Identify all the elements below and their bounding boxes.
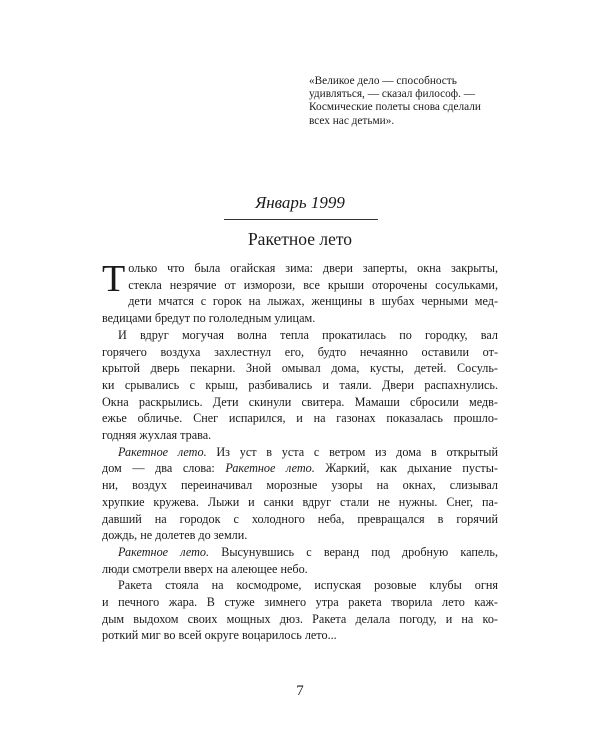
chapter-date: Январь 1999 [255,193,345,212]
text-line: ни, воздух переиначивал морозные узоры на окнах, слизывал [102,478,498,493]
text-line: дождь, не долетев до земли. [102,528,248,543]
text-line: крытой дверь пекарни. Зной омывал дома, кусты, детей. Сосуль- [102,361,498,376]
epigraph-line: всех нас детьми». [309,114,395,127]
text-line: дым выдохом своих мощных дюз. Ракета делала погоду, и на ко- [102,611,498,626]
text-fragment: Жаркий, как дыхание пусты- [314,461,498,476]
epigraph-line: «Великое дело — способность [309,75,457,87]
emphasis-phrase: Ракетное лето. [225,461,315,476]
body-text [102,260,498,644]
text-line: ежье обличье. Снег испарился, и на газонах показалась прошло- [102,411,498,426]
text-line: олько что была огайская зима: двери заперты, окна закрыты, [128,261,498,275]
text-line: ведицами бредут по гололедным улицам. [102,311,316,326]
text-line: И вдруг могучая волна тепла прокатилась по городку, вал [118,327,498,342]
text-line: и печного жара. В стуже зимнего утра ракета творила лето каж- [102,595,498,610]
paragraph-3 [102,444,498,544]
epigraph [309,75,499,128]
text-line: дети мчатся с горок на лыжах, женщины в шубах черными мед- [128,294,498,309]
text-line: Ракета стояла на космодроме, испуская розовые клубы огня [118,578,498,593]
page-number: 7 [296,683,304,699]
text-line: люди смотрели вверх на алеющее небо. [102,561,308,576]
paragraph-1 [102,260,498,327]
text-line [102,460,498,477]
text-line: ки срывались с крыш, разбивались и таяли. Двери распахнулись. [102,377,498,392]
emphasis-phrase: Ракетное лето. [118,544,210,559]
drop-cap: Т [102,258,126,300]
paragraph-4 [102,544,498,577]
text-line: давший на городок с холодного неба, превращался в горячий [102,511,498,526]
text-fragment: дом — два слова: [102,461,226,476]
chapter-divider [224,219,378,220]
paragraph-5 [102,577,498,644]
text-line [102,444,498,461]
text-fragment: Из уст в уста с ветром из дома в открытый [206,444,498,459]
text-line: роткий миг во всей округе воцарилось лето... [102,628,337,643]
text-line: Окна раскрылись. Дети скинули свитера. Мамаши сбросили медв- [102,394,498,409]
epigraph-line: удивляться, — сказал философ. — [309,88,476,101]
paragraph-2 [102,327,498,444]
text-line: стекла незрячие от изморози, все крыши оторочены сосульками, [128,277,498,292]
text-line: горячего воздуха захлестнул его, будто нечаянно оставили от- [102,344,498,359]
chapter-title: Ракетное лето [247,229,353,249]
text-fragment: Высунувшись с веранд под дробную капель, [209,544,498,559]
text-line: хрупкие кружева. Лыжи и санки вдруг стали не нужны. Снег, па- [102,494,498,509]
text-line: годняя жухлая трава. [102,428,212,443]
text-line [102,544,498,561]
emphasis-phrase: Ракетное лето. [118,444,207,459]
epigraph-line: Космические полеты снова сделали [309,101,481,114]
